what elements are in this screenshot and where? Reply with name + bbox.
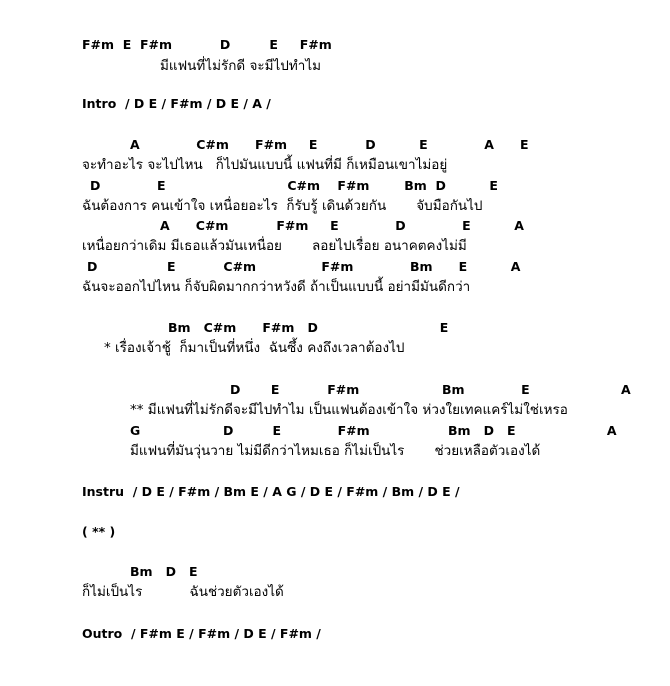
chorus-lyric-1: ** มีแฟนที่ไม่รักดีจะมีไปทำไม เป็นแฟนต้องเข้าใจ ห่วงใยเทคแคร์ไม่ใช่เหรอ: [130, 402, 568, 418]
verse1-lyric-4: ฉันจะออกไปไหน ก็จับผิดมากกว่าหวังดี ถ้าเป็นแบบนี้ อย่ามีมันดีกว่า: [82, 279, 471, 295]
verse1-chords-2: D E C#m F#m Bm D E: [90, 178, 498, 193]
outro-line: Outro / F#m E / F#m / D E / F#m /: [82, 626, 321, 641]
verse1-lyric-1: จะทำอะไร จะไปไหน ก็ไปมันแบบนี้ แฟนที่มี ก็เหมือนเขาไม่อยู่: [82, 157, 448, 173]
verse1-chords-4: D E C#m F#m Bm E A: [87, 259, 521, 274]
ending-chords: Bm D E: [130, 564, 198, 579]
verse1-lyric-3: เหนื่อยกว่าเดิม มีเธอแล้วมันเหนื่อย ลอยไปเรื่อย อนาคตคงไม่มี: [82, 238, 467, 254]
bridge-lyric: * เรื่องเจ้าชู้ ก็มาเป็นที่หนึ่ง ฉันซึ้ง คงถึงเวลาต้องไป: [104, 340, 405, 356]
verse1-lyric-2: ฉันต้องการ คนเข้าใจ เหนื่อยอะไร ก็รับรู้ เดินด้วยกัน จับมือกันไป: [82, 198, 483, 214]
chorus-chords-2: G D E F#m Bm D E A: [130, 423, 617, 438]
intro-line: Intro / D E / F#m / D E / A /: [82, 96, 271, 111]
verse1-chords-3: A C#m F#m E D E A: [160, 218, 524, 233]
opening-lyric: มีแฟนที่ไม่รักดี จะมีไปทำไม: [160, 58, 322, 74]
repeat-marker: ( ** ): [82, 524, 116, 539]
chorus-chords-1: D E F#m Bm E A: [230, 382, 631, 397]
bridge-chords: Bm C#m F#m D E: [168, 320, 449, 335]
chorus-lyric-2: มีแฟนที่มันวุ่นวาย ไม่มีดีกว่าไหมเธอ ก็ไม่เป็นไร ช่วยเหลือตัวเองได้: [130, 443, 541, 459]
verse1-chords-1: A C#m F#m E D E A E: [130, 137, 529, 152]
opening-chords: F#m E F#m D E F#m: [82, 37, 332, 52]
ending-lyric: ก็ไม่เป็นไร ฉันช่วยตัวเองได้: [82, 584, 284, 600]
instru-line: Instru / D E / F#m / Bm E / A G / D E / F#m / Bm / D E /: [82, 484, 460, 499]
